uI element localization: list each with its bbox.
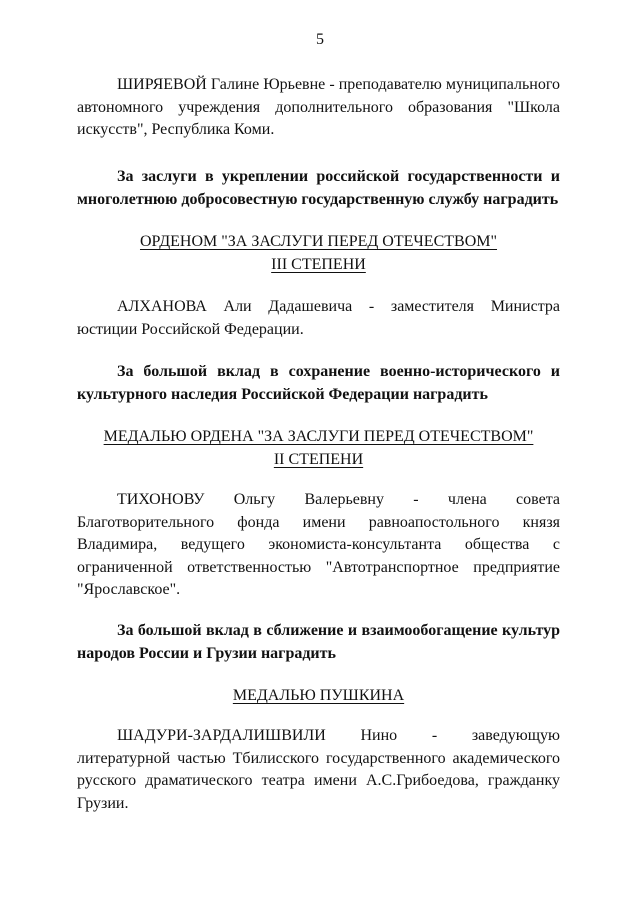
decree-text-culture: За большой вклад в сближение и взаимообогащение культур народов России и Грузии наградить [77,622,560,662]
award-heading-line1: ОРДЕНОМ "ЗА ЗАСЛУГИ ПЕРЕД ОТЕЧЕСТВОМ" [139,233,498,250]
award-recipient-alkhanov: АЛХАНОВА Али Дадашевича - заместителя Министра юстиции Российской Федерации. [77,298,560,338]
award-heading-pushkin-medal [77,684,560,707]
recipient-line-first: ТИХОНОВУ Ольгу Валерьевну - члена совета [117,491,560,508]
decree-text-heritage: За большой вклад в сохранение военно-исторического и культурного наследия Российской Федерации наградить [77,363,560,403]
award-heading-medal-order-merit-2 [77,425,560,471]
award-heading-line1: МЕДАЛЬЮ ПУШКИНА [232,687,405,704]
recipient-line-rest: Благотворительного фонда имени равноапостольного князя Владимира, ведущего экономиста-консультанта общества с ограниченной ответственностью "Автотранспортное предприятие "Ярославское". [77,513,560,598]
award-heading-line1: МЕДАЛЬЮ ОРДЕНА "ЗА ЗАСЛУГИ ПЕРЕД ОТЕЧЕСТВОМ" [103,428,534,445]
page-number: 5 [316,31,324,48]
award-recipient-shaduri: ШАДУРИ-ЗАРДАЛИШВИЛИ Нино - заведующую литературной частью Тбилисского государственного академического русского драматического театра имени А.С.Грибоедова, гражданку Грузии. [77,727,560,812]
award-recipient-shiryaeva: ШИРЯЕВОЙ Галине Юрьевне - преподавателю муниципального автономного учреждения дополнительного образования "Школа искусств", Республика Коми. [77,76,560,138]
award-heading-order-merit-3 [77,230,560,276]
award-heading-line2: III СТЕПЕНИ [271,256,366,273]
decree-text-state-service: За заслуги в укреплении российской государственности и многолетнюю добросовестную государственную службу наградить [77,168,560,208]
award-heading-line2: II СТЕПЕНИ [273,451,364,468]
award-recipient-tikhonova [77,489,560,602]
